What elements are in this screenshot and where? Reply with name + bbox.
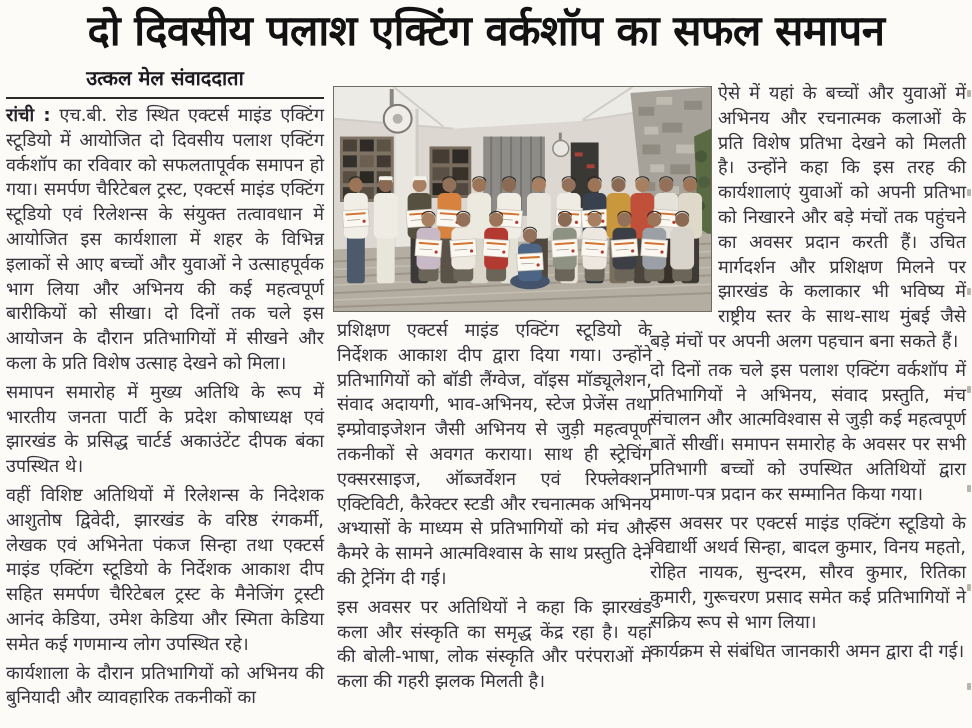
column-left xyxy=(6,104,324,715)
paragraph: कार्यक्रम से संबंधित जानकारी अमन द्वारा दी गई। xyxy=(650,640,965,662)
paragraph: ऐसे में यहां के बच्चों और युवाओं में अभिनय और रचनात्मक कलाओं के प्रति विशेष प्रतिभा देखने को मिलती है। उन्होंने कहा कि इस तरह की कार्यशालाएं युवाओं को अपनी प्रतिभा को निखारने और बड़े मंचों तक पहुंचने का अवसर प्रदान करती हैं। उचित मार्गदर्शन और प्रशिक्षण मिलने पर झारखंड के कलाकार भी भविष्य में राष्ट्रीय स्तर के साथ-साथ मुंबई जैसे बड़े मंचों पर अपनी अलग पहचान बना सकते हैं। xyxy=(650,83,966,352)
photo-wrap-spacer xyxy=(650,82,718,315)
paragraph-text: एच.बी. रोड स्थित एक्टर्स माइंड एक्टिंग स्टूडियो में आयोजित दो दिवसीय पलाश एक्टिंग वर्कशॉप का रविवार को सफलतापूर्वक समापन हो गया। समर्पण चैरिटेबल ट्रस्ट, एक्टर्स माइंड एक्टिंग स्टूडियो एवं रिलेशन्स के संयुक्त तत्वावधान में आयोजित इस कार्यशाला में शहर के विभिन्न इलाकों से आए बच्चों और युवाओं ने उत्साहपूर्वक भाग लिया और अभिनय की कई महत्वपूर्ण बारीकियों को सीखा। दो दिनों तक चले इस आयोजन के दौरान प्रतिभागियों में सीखने और कला के प्रति विशेष उत्साह देखने को मिला। xyxy=(6,105,324,374)
scan-edge-artifacts xyxy=(967,90,972,690)
byline-text: उत्कल मेल संवाददाता xyxy=(86,66,244,90)
paragraph: प्रशिक्षण एक्टर्स माइंड एक्टिंग स्टूडियो के निर्देशक आकाश दीप द्वारा दिया गया। उन्होंने प्रतिभागियों को बॉडी लैंग्वेज, वॉइस मॉड्यूलेशन, संवाद अदायगी, भाव-अभिनय, स्टेज प्रेजेंस तथा इम्प्रोवाइजेशन जैसी अभिनय से जुड़ी महत्वपूर्ण तकनीकों से अवगत कराया। साथ ही स्ट्रेचिंग एक्सरसाइज, ऑब्जर्वेशन एवं रिफ्लेक्शन एक्टिविटी, कैरेक्टर स्टडी और रचनात्मक अभिनय अभ्यासों के माध्यम से प्रतिभागियों को मंच और कैमरे के सामने आत्मविश्वास के साथ प्रस्तुति देने की ट्रेनिंग दी गई। xyxy=(337,320,652,589)
paragraph: वहीं विशिष्ट अतिथियों में रिलेशन्स के निदेशक आशुतोष द्विवेदी, झारखंड के वरिष्ठ रंगकर्मी, लेखक एवं अभिनेता पंकज सिन्हा तथा एक्टर्स माइंड एक्टिंग स्टूडियो के निर्देशक आकाश दीप सहित समर्पण चैरिटेबल ट्रस्ट के मैनेजिंग ट्रस्टी आनंद केडिया, उमेश केडिया और स्मिता केडिया समेत कई गणमान्य लोग उपस्थित रहे। xyxy=(6,484,324,655)
paragraph: समापन समारोह में मुख्य अतिथि के रूप में भारतीय जनता पार्टी के प्रदेश कोषाध्यक्ष एवं झारखंड के प्रसिद्ध चार्टर्ड अकाउंटेंट दीपक बंका उपस्थित थे। xyxy=(6,381,324,478)
column-middle xyxy=(337,319,652,699)
paragraph xyxy=(6,104,324,377)
byline xyxy=(6,64,324,99)
dateline: रांची : xyxy=(6,105,51,126)
column-right xyxy=(650,82,966,668)
paragraph: दो दिनों तक चले इस पलाश एक्टिंग वर्कशॉप में प्रतिभागियों ने अभिनय, संवाद प्रस्तुति, मंच संचालन और आत्मविश्वास से जुड़ी कई महत्वपूर्ण बातें सीखीं। समापन समारोह के अवसर पर सभी प्रतिभागी बच्चों को उपस्थित अतिथियों द्वारा प्रमाण-पत्र प्रदान कर सम्मानित किया गया। xyxy=(650,359,966,505)
paragraph: कार्यशाला के दौरान प्रतिभागियों को अभिनय की बुनियादी और व्यावहारिक तकनीकों का xyxy=(6,662,324,709)
paragraph: इस अवसर पर एक्टर्स माइंड एक्टिंग स्टूडियो के विद्यार्थी अथर्व सिन्हा, बादल कुमार, विनय महतो, रोहित नायक, सुन्दरम, सौरव कुमार, रितिका कुमारी, गुरूचरण प्रसाद समेत कई प्रतिभागियों ने सक्रिय रूप से भाग लिया। xyxy=(650,512,966,633)
paragraph: इस अवसर पर अतिथियों ने कहा कि झारखंड कला और संस्कृति का समृद्ध केंद्र रहा है। यहां की बोली-भाषा, लोक संस्कृति और परंपराओं में कला की गहरी झलक मिलती है। xyxy=(337,596,652,693)
headline: दो दिवसीय पलाश एक्टिंग वर्कशॉप का सफल समापन xyxy=(87,6,885,55)
